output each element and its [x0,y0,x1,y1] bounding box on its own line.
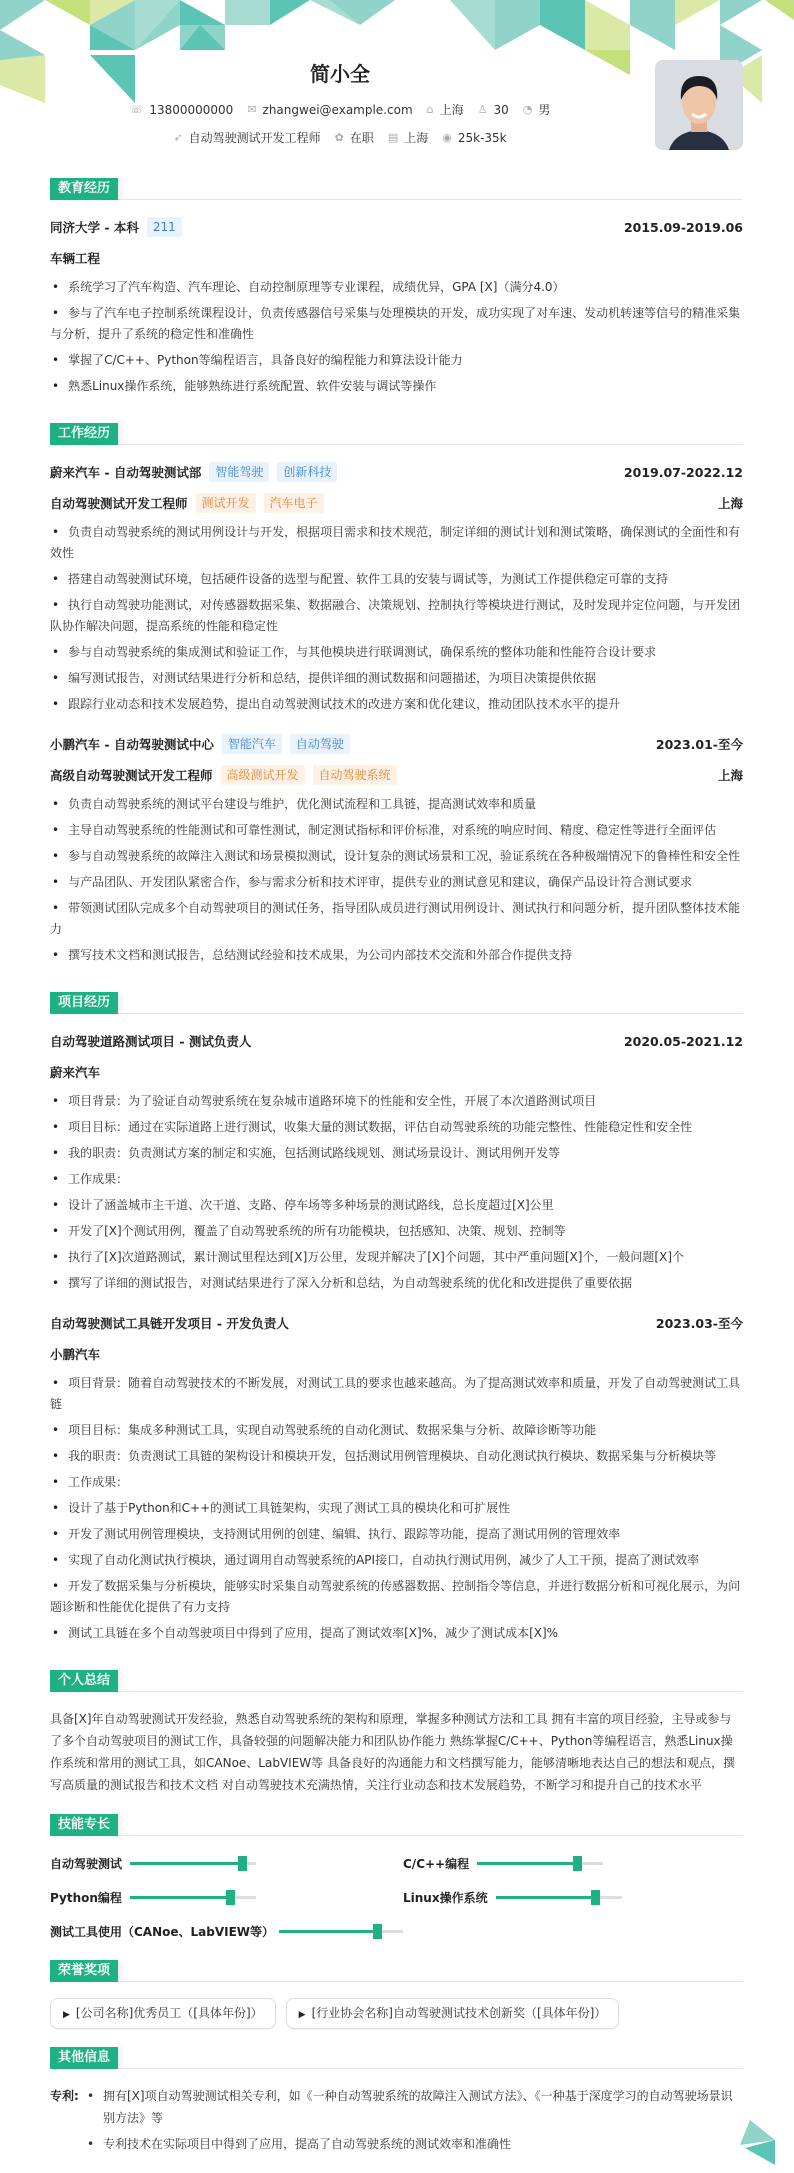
list-item: • 搭建自动驾驶测试环境，包括硬件设备的选型与配置、软件工具的安装与调试等，为测试工作提供稳定可靠的支持 [50,569,743,590]
list-item: • 负责自动驾驶系统的测试平台建设与维护，优化测试流程和工具链，提高测试效率和质量 [50,794,743,815]
work-bullets [50,522,743,715]
section-title: 工作经历 [50,423,118,445]
role-group [50,765,397,785]
education-bullets [50,277,743,397]
role-row [50,492,743,514]
age-icon: ♙ [477,103,488,116]
skill-level-handle [226,1890,235,1905]
list-item: • 负责自动驾驶系统的测试用例设计与开发，根据项目需求和技术规范，制定详细的测试计划和测试策略，确保测试的全面性和有效性 [50,522,743,564]
gender: 男 [538,103,551,117]
candidate-name: 简小全 [310,62,370,86]
target-city: 上海 [404,131,429,145]
role-name: 高级自动驾驶测试开发工程师 [50,768,213,783]
project-name: 自动驾驶测试工具链开发项目 - 开发负责人 [50,1316,289,1331]
list-item: • 主导自动驾驶系统的性能测试和可靠性测试，制定测试指标和评价标准，对系统的响应时间、精度、稳定性等进行全面评估 [50,820,743,841]
list-item: • 项目目标：通过在实际道路上进行测试，收集大量的测试数据，评估自动驾驶系统的功能完整性、性能稳定性和安全性 [50,1117,743,1138]
skill-level-handle [573,1856,582,1871]
company-tag: 创新科技 [277,462,337,482]
section-title: 其他信息 [50,2047,118,2069]
list-item: • 测试工具链在多个自动驾驶项目中得到了应用，提高了测试效率[X]%，减少了测试成本[X]% [50,1623,743,1644]
role-group [50,493,324,513]
projects-section [50,992,743,1644]
skill-item [50,1852,403,1874]
company-name: 小鹏汽车 - 自动驾驶测试中心 [50,737,214,752]
list-item: • 执行自动驾驶功能测试，对传感器数据采集、数据融合、决策规划、控制执行等模块进行测试，及时发现并定位问题，与开发团队协作解决问题，提高系统的性能和稳定性 [50,595,743,637]
role-tag: 自动驾驶系统 [313,765,397,785]
list-item: • 系统学习了汽车构造、汽车理论、自动控制原理等专业课程，成绩优异，GPA [X]（满分4.0） [50,277,743,298]
list-item: • 工作成果： [50,1472,743,1493]
role-tag: 测试开发 [196,493,256,513]
list-item: • 跟踪行业动态和技术发展趋势，提出自动驾驶测试技术的改进方案和优化建议，推动团队技术水平的提升 [50,694,743,715]
project-org: 小鹏汽车 [50,1347,101,1362]
list-item: • 执行了[X]次道路测试，累计测试里程达到[X]万公里，发现并解决了[X]个问题，其中严重问题[X]个，一般问题[X]个 [50,1247,743,1268]
company-tag: 智能汽车 [222,734,282,754]
list-item: • 我的职责：负责测试工具链的架构设计和模块开发，包括测试用例管理模块、自动化测试执行模块、数据采集与分析模块等 [50,1446,743,1467]
school-tag: 211 [147,217,182,237]
list-item: • 与产品团队、开发团队紧密合作，参与需求分析和技术评审，提供专业的测试意见和建议，确保产品设计符合测试要求 [50,872,743,893]
company-tag: 自动驾驶 [290,734,350,754]
list-item: • 我的职责：负责测试方案的制定和实施，包括测试路线规划、测试场景设计、测试用例开发等 [50,1143,743,1164]
role-tag: 汽车电子 [264,493,324,513]
list-item: • 撰写了详细的测试报告，对测试结果进行了深入分析和总结，为自动驾驶系统的优化和改进提供了重要依据 [50,1273,743,1294]
school: 同济大学 - 本科 [50,220,139,235]
list-item: • 参与自动驾驶系统的故障注入测试和场景模拟测试，设计复杂的测试场景和工况，验证系统在各种极端情况下的鲁棒性和安全性 [50,846,743,867]
work-entry [50,733,743,966]
footer-decoration [740,2120,780,2170]
section-title: 项目经历 [50,992,118,1014]
summary-section [50,1670,743,1796]
phone: 13800000000 [149,102,234,117]
age: 30 [493,102,509,117]
avatar-photo [655,60,743,150]
role-name: 自动驾驶测试开发工程师 [50,496,188,511]
list-item: • 参与自动驾驶系统的集成测试和验证工作，与其他模块进行联调测试，确保系统的整体功能和性能符合设计要求 [50,642,743,663]
list-item: • 专利技术在实际项目中得到了应用，提高了自动驾驶系统的测试效率和准确性 [86,2133,743,2155]
skill-level-bar [130,1862,256,1865]
honors-section [50,1960,743,2029]
education-section [50,178,743,397]
major: 车辆工程 [50,251,101,266]
skills-section [50,1814,743,1942]
list-item: • 开发了测试用例管理模块，支持测试用例的创建、编辑、执行、跟踪等功能，提高了测试用例的管理效率 [50,1524,743,1545]
skill-name: C/C++编程 [403,1856,470,1871]
date: 2015.09-2019.06 [623,219,743,235]
section-title: 技能专长 [50,1814,118,1836]
salary: 25k-35k [457,130,507,145]
company-group [50,462,337,482]
list-item: • 设计了基于Python和C++的测试工具链架构，实现了测试工具的模块化和可扩展性 [50,1498,743,1519]
project-bullets [50,1091,743,1294]
send-icon: ➶ [173,131,183,144]
role-tag: 高级测试开发 [221,765,305,785]
project-row [50,1030,743,1052]
work-section [50,423,743,966]
project-name: 自动驾驶道路测试项目 - 测试负责人 [50,1034,252,1049]
list-item: • 开发了数据采集与分析模块，能够实时采集自动驾驶系统的传感器数据、控制指令等信息，并进行数据分析和可视化展示，为问题诊断和性能优化提供了有力支持 [50,1576,743,1618]
patent-label: 专利: [50,2089,79,2103]
skill-level-fill [279,1930,378,1933]
company-tag: 智能驾驶 [209,462,269,482]
section-title: 个人总结 [50,1670,118,1692]
award-item: ▶ [行业协会名称]自动驾驶测试技术创新奖（[具体年份]） [286,1998,620,2029]
job-target: 自动驾驶测试开发工程师 [188,131,321,145]
skill-level-fill [130,1896,231,1899]
skill-level-fill [496,1896,597,1899]
list-item: • 开发了[X]个测试用例，覆盖了自动驾驶系统的所有功能模块，包括感知、决策、规划、控制等 [50,1221,743,1242]
list-item: • 工作成果： [50,1169,743,1190]
section-title: 教育经历 [50,178,118,200]
list-item: • 熟悉Linux操作系统，能够熟练进行系统配置、软件安装与调试等操作 [50,376,743,397]
org-row [50,1061,743,1083]
skill-item [403,1852,743,1874]
skill-level-bar [477,1862,603,1865]
skill-level-bar [279,1930,403,1933]
list-item: • 项目背景：随着自动驾驶技术的不断发展，对测试工具的要求也越来越高。为了提高测试效率和质量，开发了自动驾驶测试工具链 [50,1373,743,1415]
skill-item [50,1886,403,1908]
skill-name: Python编程 [50,1890,122,1905]
skill-level-handle [591,1890,600,1905]
list-item: • 参与了汽车电子控制系统课程设计，负责传感器信号采集与处理模块的开发，成功实现了对车速、发动机转速等信号的精准采集与分析，提升了系统的稳定性和准确性 [50,303,743,345]
project-entry [50,1312,743,1644]
contact-line [0,101,680,118]
company-row [50,733,743,755]
role-row [50,764,743,786]
building-icon: ▤ [387,131,399,144]
education-row [50,216,743,238]
skill-level-bar [496,1896,622,1899]
skill-name: Linux操作系统 [403,1890,488,1905]
list-item: • 拥有[X]项自动驾驶测试相关专利，如《一种自动驾驶系统的故障注入测试方法》、《一种基于深度学习的自动驾驶场景识别方法》等 [86,2085,743,2129]
city: 上海 [439,103,464,117]
skill-level-handle [373,1924,382,1939]
skill-item [403,1886,743,1908]
project-entry [50,1030,743,1294]
patent-bullets [86,2085,743,2159]
date: 2019.07-2022.12 [623,464,743,480]
skill-level-fill [477,1862,578,1865]
status-icon: ✿ [334,131,344,144]
work-bullets [50,794,743,966]
phone-icon: ☏ [129,103,144,116]
award-item: ▶ [公司名称]优秀员工（[具体年份]） [50,1998,276,2029]
list-item: • 实现了自动化测试执行模块，通过调用自动驾驶系统的API接口，自动执行测试用例，减少了人工干预，提高了测试效率 [50,1550,743,1571]
work-entry [50,461,743,715]
skill-item [50,1920,403,1942]
list-item: • 撰写技术文档和测试报告，总结测试经验和技术成果，为公司内部技术交流和外部合作提供支持 [50,945,743,966]
skill-level-bar [130,1896,256,1899]
project-row [50,1312,743,1334]
list-item: • 设计了涵盖城市主干道、次干道、支路、停车场等多种场景的测试路线，总长度超过[X]公里 [50,1195,743,1216]
company-row [50,461,743,483]
salary-icon: ◉ [442,131,452,144]
list-item: • 项目目标：集成多种测试工具，实现自动驾驶系统的自动化测试、数据采集与分析、故障诊断等功能 [50,1420,743,1441]
skill-level-handle [238,1856,247,1871]
gender-icon: ◔ [522,103,533,116]
home-icon: ⌂ [426,103,434,116]
location: 上海 [717,768,743,783]
date: 2023.01-至今 [655,737,743,752]
list-item: • 带领测试团队完成多个自动驾驶项目的测试任务，指导团队成员进行测试用例设计、测试执行和问题分析，提升团队整体技术能力 [50,898,743,940]
company-group [50,734,350,754]
section-title: 荣誉奖项 [50,1960,118,1982]
list-item: • 项目背景：为了验证自动驾驶系统在复杂城市道路环境下的性能和安全性，开展了本次道路测试项目 [50,1091,743,1112]
location: 上海 [717,496,743,511]
job-status: 在职 [349,131,374,145]
date: 2020.05-2021.12 [623,1033,743,1049]
skill-name: 测试工具使用（CANoe、LabVIEW等） [50,1924,275,1939]
company-name: 蔚来汽车 - 自动驾驶测试部 [50,465,202,480]
date: 2023.03-至今 [655,1316,743,1331]
org-row [50,1343,743,1365]
list-item: • 编写测试报告，对测试结果进行分析和总结，提供详细的测试数据和问题描述，为项目决策提供依据 [50,668,743,689]
intention-line [0,129,680,146]
mail-icon: ✉ [247,103,257,116]
summary-text: 具备[X]年自动驾驶测试开发经验，熟悉自动驾驶系统的架构和原理，掌握多种测试方法和工具 拥有丰富的项目经验，主导或参与了多个自动驾驶项目的测试工作，具备较强的问题解决能力和团队协作能力 熟练掌握C/C++、Python等编程语言，熟悉Linux操作系统和常用的测试工具，如CANoe、LabVIEW等 具备良好的沟通能力和文档撰写能力，能够清晰地表达自己的想法和观点，撰写高质量的测试报告和技术文档 对自动驾驶技术充满热情，关注行业动态和技术发展趋势，不断学习和提升自己的技术水平 [50,1712,735,1792]
list-item: • 掌握了C/C++、Python等编程语言，具备良好的编程能力和算法设计能力 [50,350,743,371]
other-section [50,2047,743,2159]
skill-name: 自动驾驶测试 [50,1856,123,1871]
skill-level-fill [130,1862,243,1865]
project-org: 蔚来汽车 [50,1065,101,1080]
project-bullets [50,1373,743,1644]
resume-header [0,0,794,178]
email: zhangwei@example.com [262,102,413,117]
